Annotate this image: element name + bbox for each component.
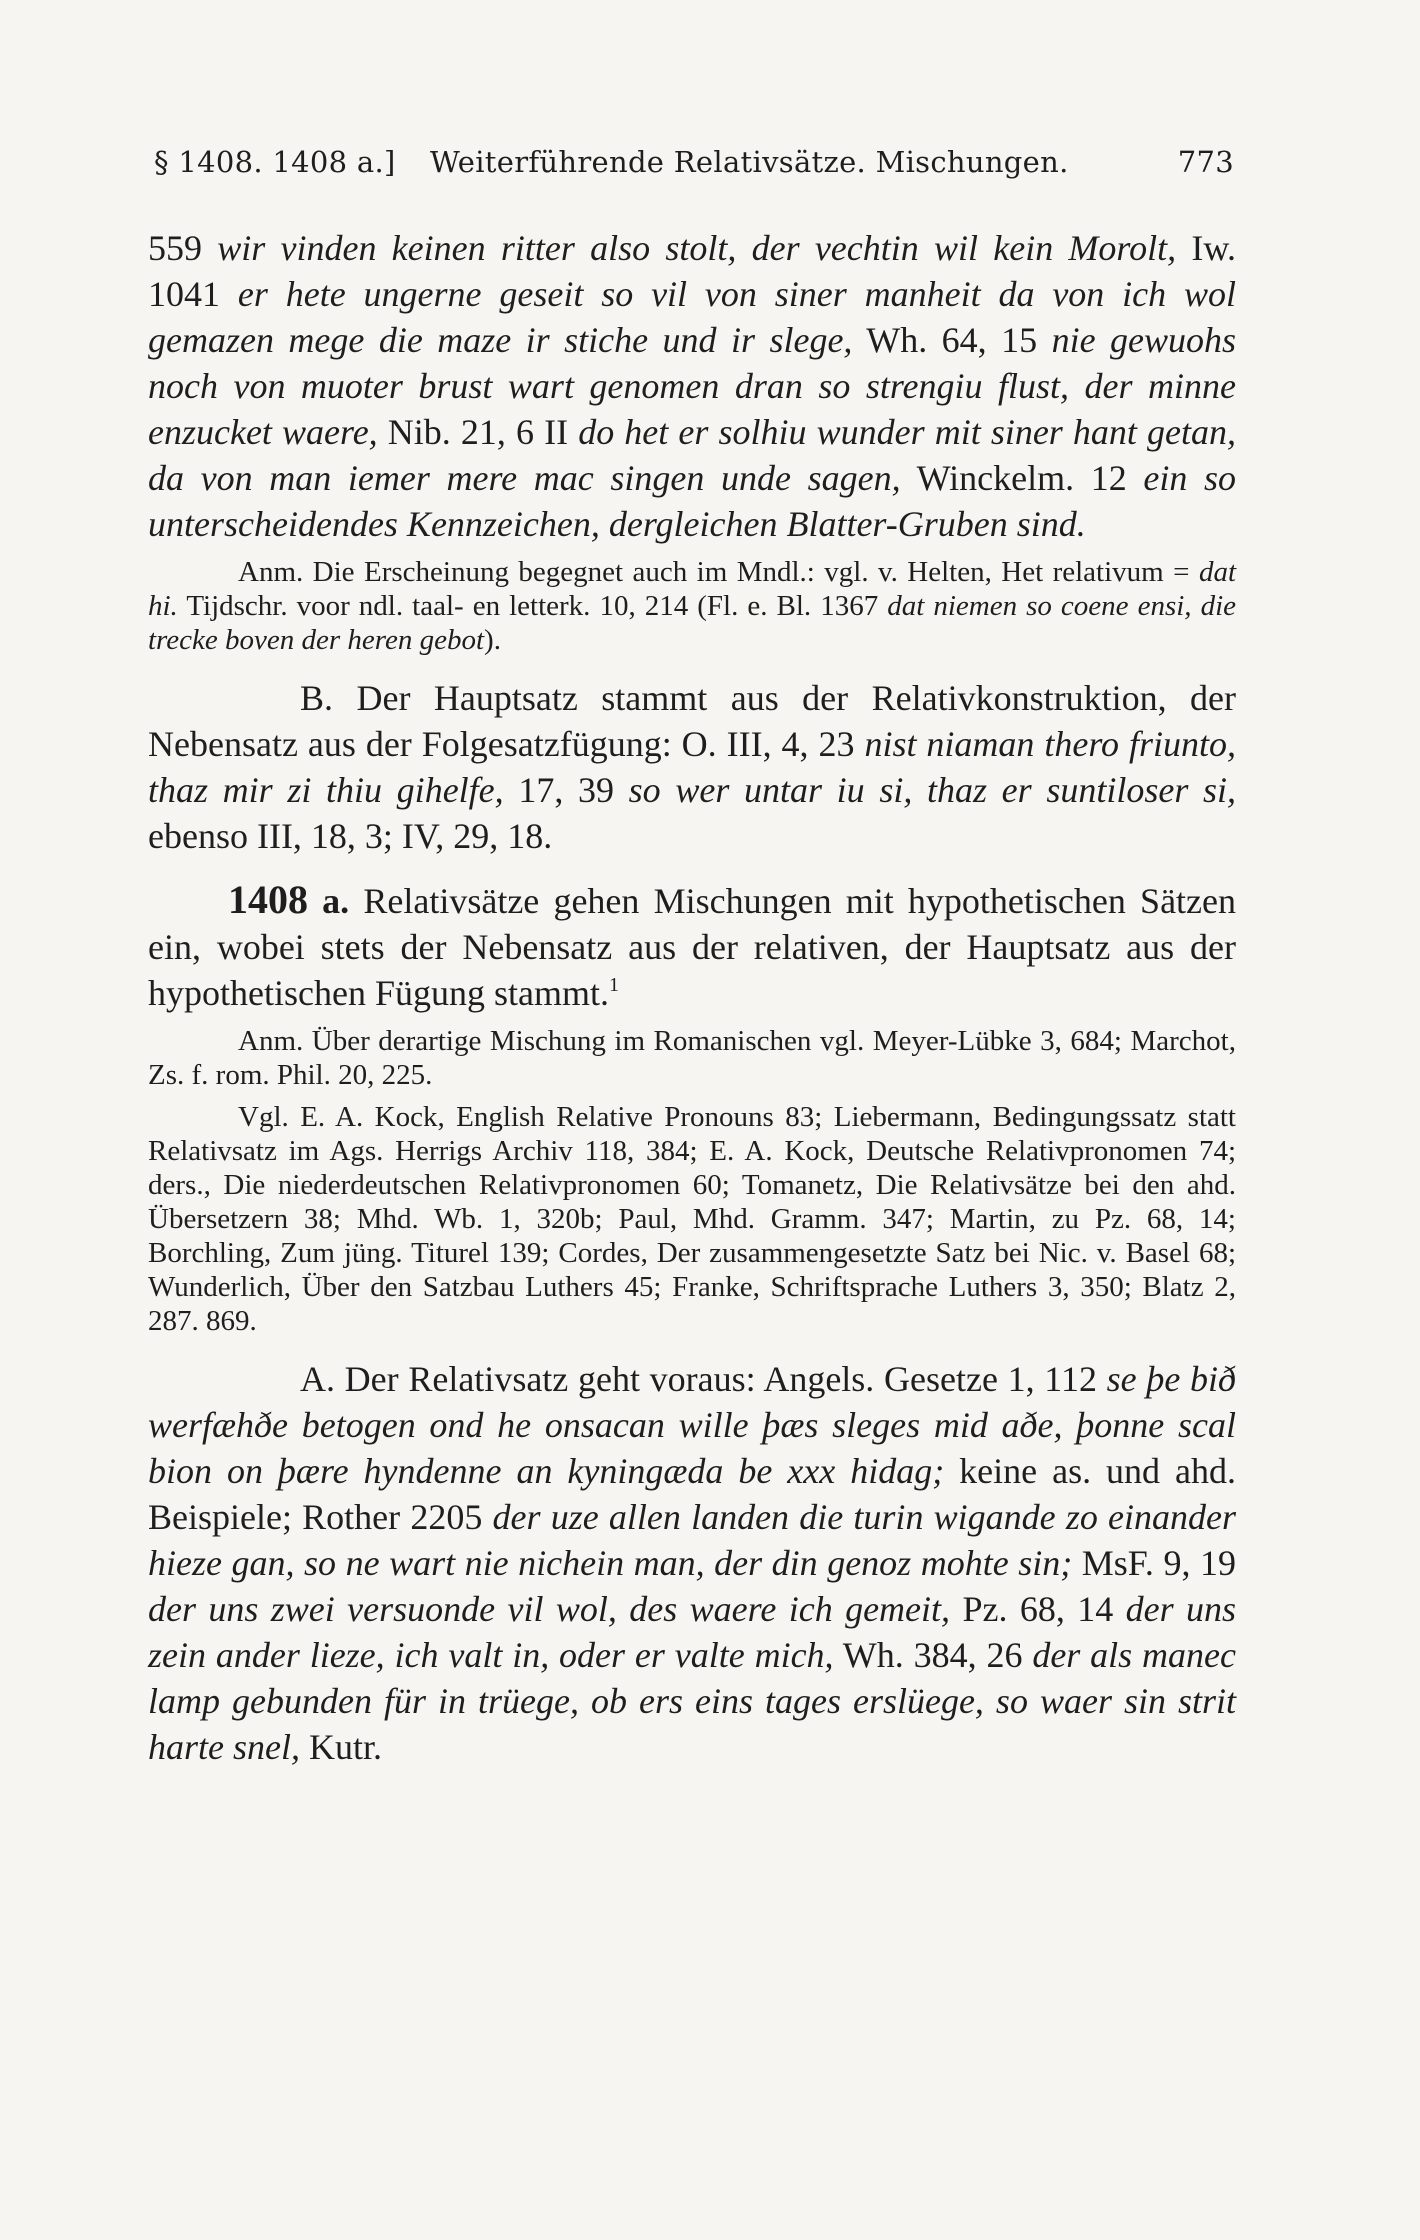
citation: Winckelm. 12 <box>900 458 1144 498</box>
citation: Pz. 68, 14 <box>950 1589 1126 1629</box>
section-suffix: a. <box>308 881 350 921</box>
paragraph-text: B. Der Hauptsatz stammt aus der Relativkonstruktion, der Nebensatz aus der Folgesatzfügung: O. III, 4, 23 <box>148 678 1236 764</box>
footnote-marker: 1 <box>608 974 619 996</box>
note-mndl <box>148 555 1236 657</box>
paragraph-examples <box>148 225 1236 547</box>
section-1408a <box>148 877 1236 1016</box>
quotation: der uze allen landen die turin wigande zo einander hieze gan, so ne wart nie nichein man, der din genoz mohte sin; <box>148 1497 1236 1583</box>
note-text: Tijdschr. voor ndl. taal- en letterk. 10, 214 (Fl. e. Bl. 1367 <box>177 590 888 622</box>
paragraph-text: keine as. und ahd. Beispiele; Rother 2205 <box>148 1451 1236 1537</box>
note-romanisch: Anm. Über derartige Mischung im Romanischen vgl. Meyer-Lübke 3, 684; Marchot, Zs. f. rom. Phil. 20, 225. <box>148 1025 1236 1091</box>
quotation: dat niemen so coene ensi, die trecke boven der heren gebot <box>148 590 1236 656</box>
paragraph-a <box>148 1356 1236 1770</box>
citation: Wh. 384, 26 <box>833 1635 1033 1675</box>
citation: Nib. 21, 6 II <box>377 412 579 452</box>
citation: 559 <box>148 228 218 268</box>
paragraph-text: A. Der Relativsatz geht voraus: Angels. Gesetze 1, 112 <box>300 1359 1107 1399</box>
quotation: wir vinden keinen ritter also stolt, der vechtin wil kein Morolt, <box>217 228 1177 268</box>
quotation: nist niaman thero friunto, thaz mir zi thiu gihelfe, <box>148 724 1237 810</box>
section-reference: § 1408. 1408 a.] <box>154 145 396 179</box>
quotation: er hete ungerne geseit so vil von siner manheit da von ich wol gemazen mege die maze ir stiche und ir slege, <box>148 274 1237 360</box>
quotation: so wer untar iu si, thaz er suntiloser si, <box>628 770 1237 810</box>
paragraph-b <box>148 675 1236 859</box>
note-text: ). <box>484 624 501 656</box>
quotation: se þe bið werfæhðe betogen ond he onsacan wille þæs sleges mid aðe, þonne scal bion on þære hyndenne an kyningæda be xxx hidag; <box>148 1359 1236 1491</box>
quotation: nie gewuohs noch von muoter brust wart genomen dran so strengiu flust, der minne enzucket waere, <box>148 320 1236 452</box>
quotation: der als manec lamp gebunden für in trüege, ob ers eins tages erslüege, so waer sin strit harte snel, <box>148 1635 1236 1767</box>
bibliography-note: Vgl. E. A. Kock, English Relative Pronouns 83; Liebermann, Bedingungssatz statt Relativsatz im Ags. Herrigs Archiv 118, 384; E. A. Kock, Deutsche Relativpronomen 74; ders., Die niederdeutschen Relativpronomen 60; Tomanetz, Die Relativsätze bei den ahd. Übersetzern 38; Mhd. Wb. 1, 320b; Paul, Mhd. Gramm. 347; Martin, zu Pz. 68, 14; Borchling, Zum jüng. Titurel 139; Cordes, Der zusammengesetzte Satz bei Nic. v. Basel 68; Wunderlich, Über den Satzbau Luthers 45; Franke, Schriftsprache Luthers 3, 350; Blatz 2, 287. 869. <box>148 1101 1236 1337</box>
running-title: Weiterführende Relativsätze. Mischungen. <box>430 145 1069 179</box>
citation: 17, 39 <box>503 770 629 810</box>
quotation: do het er solhiu wunder mit siner hant getan, da von man iemer mere mac singen unde sagen, <box>148 412 1237 498</box>
page-body <box>148 225 1236 1770</box>
citation: ebenso III, 18, 3; IV, 29, 18. <box>148 816 553 856</box>
citation: Iw. 1041 <box>148 228 1236 314</box>
citation: Wh. 64, 15 <box>852 320 1052 360</box>
citation: Kutr. <box>299 1727 382 1767</box>
citation: MsF. 9, 19 <box>1072 1543 1236 1583</box>
note-text: Anm. Die Erscheinung begegnet auch im Mndl.: vgl. v. Helten, Het relativum = <box>238 556 1199 588</box>
page-number: 773 <box>1177 145 1234 179</box>
section-number: 1408 <box>228 877 308 922</box>
quotation: dat hi. <box>148 556 1236 622</box>
quotation: der uns zein ander lieze, ich valt in, oder er valte mich, <box>148 1589 1236 1675</box>
quotation: der uns zwei versuonde vil wol, des waere ich gemeit, <box>148 1589 951 1629</box>
quotation: ein so unterscheidendes Kennzeichen, dergleichen Blatter-Gruben sind. <box>148 458 1236 544</box>
paragraph-text: Relativsätze gehen Mischungen mit hypothetischen Sätzen ein, wobei stets der Nebensatz aus der relativen, der Hauptsatz aus der hypothetischen Fügung stammt. <box>148 881 1237 1013</box>
